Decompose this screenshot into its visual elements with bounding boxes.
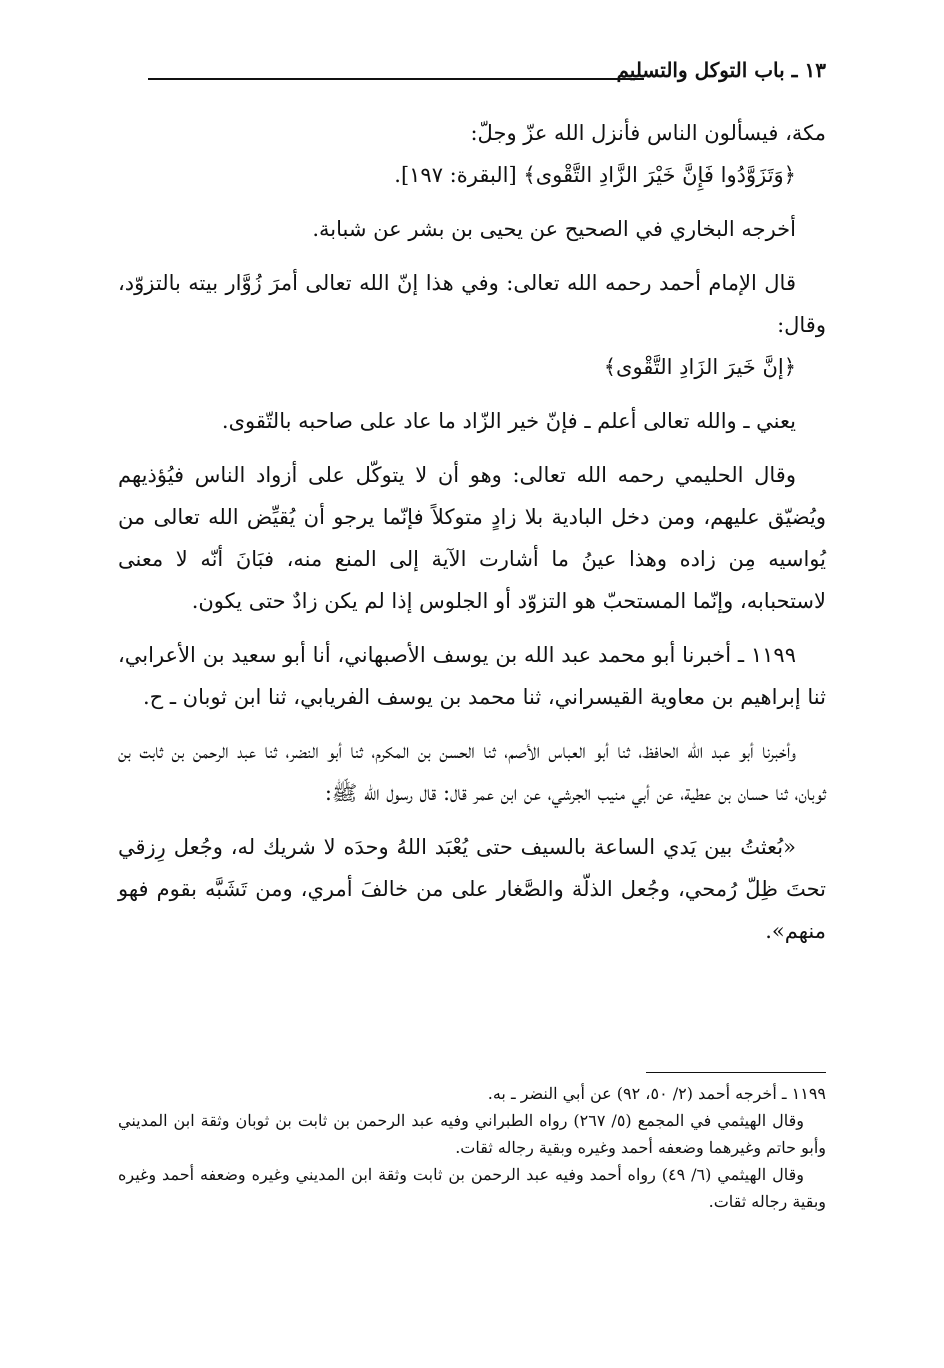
footnote-rule bbox=[646, 1072, 826, 1073]
paragraph-intro: مكة، فيسألون الناس فأنزل الله عزّ وجلّ: bbox=[470, 121, 826, 145]
body-text bbox=[118, 112, 826, 952]
quran-verse-1: ﴿وَتَزَوَّدُوا فَإِنَّ خَيْرَ الزَّادِ التَّقْوى﴾ [البقرة: ١٩٧]. bbox=[394, 163, 796, 187]
footnotes bbox=[118, 1080, 826, 1215]
footnote-1199: ١١٩٩ ـ أخرجه أحمد (٢/ ٥٠، ٩٢) عن أبي النضر ـ به. bbox=[487, 1084, 826, 1103]
paragraph-imam-ahmad: قال الإمام أحمد رحمه الله تعالى: وفي هذا إنّ الله تعالى أمرَ زُوَّار بيته بالتزوّد، وقال: bbox=[118, 271, 826, 337]
hadith-text: «بُعثتُ بين يَدي الساعة بالسيف حتى يُعْبَد اللهُ وحدَه لا شريك له، وجُعل رِزقي تحتَ ظِلّ رُمحي، وجُعل الذلّة والصَّغار على من خالفَ أمري، ومن تَشَبَّه بقوم فهو منهم». bbox=[118, 835, 826, 943]
footnote-haythami-1: وقال الهيثمي في المجمع (٥/ ٢٦٧) رواه الطبراني وفيه عبد الرحمن بن ثابت بن ثوبان وثقة ابن المديني وأبو حاتم وغيرهما وضعفه أحمد وغيره وبقية رجاله ثقات. bbox=[118, 1111, 826, 1157]
paragraph-bukhari: أخرجه البخاري في الصحيح عن يحيى بن بشر عن شبابة. bbox=[312, 217, 796, 241]
quran-verse-2: ﴿إنَّ خَيرَ الزَادِ التَّقْوى﴾ bbox=[603, 355, 796, 379]
hadith-second-chain: وأخبرنا أبو عبد الله الحافظ، ثنا أبو العباس الأصم، ثنا الحسن بن المكرم، ثنا أبو النضر، ثنا عبد الرحمن بن ثابت بن ثوبان، ثنا حسان بن عطية، عن أبي منيب الجرشي، عن ابن عمر قال: قال رسول الله ﷺ: bbox=[118, 739, 826, 805]
hadith-1199-chain: ١١٩٩ ـ أخبرنا أبو محمد عبد الله بن يوسف الأصبهاني، أنا أبو سعيد بن الأعرابي، ثنا إبراهيم بن معاوية القيسراني، ثنا محمد بن يوسف الفريابي، ثنا ابن ثوبان ـ ح. bbox=[118, 643, 826, 709]
footnote-haythami-2: وقال الهيثمي (٦/ ٤٩) رواه أحمد وفيه عبد الرحمن بن ثابت وثقة ابن المديني وغيره وضعفه أحمد وغيره وبقية رجاله ثقات. bbox=[118, 1165, 826, 1211]
header-rule bbox=[148, 78, 644, 80]
page-header bbox=[148, 56, 826, 90]
paragraph-halimi: وقال الحليمي رحمه الله تعالى: وهو أن لا يتوكّل على أزواد الناس فيُؤذيهم ويُضيّق عليهم، ومن دخل البادية بلا زادٍ متوكلاً فإنّما يرجو أن يُقيِّض الله تعالى من يُواسيه مِن زاده وهذا عينُ ما أشارت الآية إلى المنع منه، فبَانَ أنّه لا معنى لاستحبابه، وإنّما المستحبّ هو التزوّد أو الجلوس إذا لم يكن زادٌ حتى يكون. bbox=[118, 463, 826, 613]
paragraph-commentary: يعني ـ والله تعالى أعلم ـ فإنّ خير الزّاد ما عاد على صاحبه بالتّقوى. bbox=[221, 409, 796, 433]
running-head: ١٣ ـ باب التوكل والتسليم bbox=[616, 58, 826, 82]
